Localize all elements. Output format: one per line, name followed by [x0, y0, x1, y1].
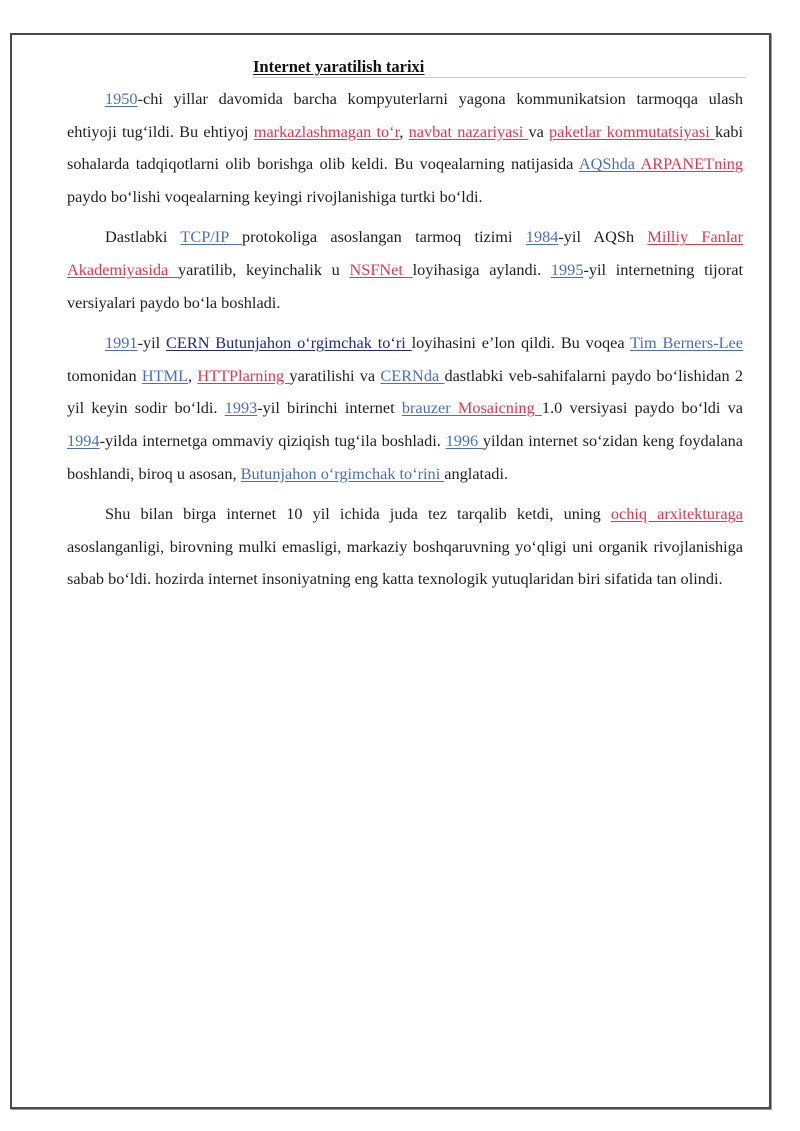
- paragraph-text: paydo bo‘lishi voqealarning keyingi rivojlanishiga turtki bo‘ldi.: [67, 186, 483, 206]
- paragraph-text: dastlabki veb-sahifalarni paydo bo‘lishidan 2 yil keyin sodir bo‘ldi.: [67, 365, 744, 418]
- hyperlink[interactable]: CERN Butunjahon o‘rgimchak to‘ri: [166, 333, 412, 353]
- paragraph-text: Shu bilan birga internet 10 yil ichida juda tez tarqalib ketdi, uning: [105, 504, 611, 524]
- hyperlink[interactable]: NSFNet: [349, 259, 413, 279]
- document-body: [67, 83, 743, 604]
- hyperlink[interactable]: Milliy Fanlar Akademiyasida: [67, 227, 743, 279]
- hyperlink[interactable]: CERNda: [380, 365, 445, 385]
- hyperlink[interactable]: ARPANETning: [640, 154, 744, 174]
- paragraph-text: protokoliga asoslangan tarmoq tizimi: [241, 227, 526, 247]
- page-title: Internet yaratilish tarixi: [253, 57, 425, 76]
- paragraph-text: -yil: [137, 333, 167, 353]
- title-row: [253, 57, 745, 78]
- hyperlink[interactable]: Tim Berners-Lee: [630, 333, 743, 353]
- paragraph-text: 1.0 versiyasi paydo bo‘ldi va: [541, 398, 743, 418]
- paragraph-text: -chi yillar davomida barcha kompyuterlarni yagona kommunikatsion tarmoqqa ulash ehtiyoji tug‘ildi. Bu ehtiyoj: [67, 89, 743, 141]
- hyperlink[interactable]: 1993: [224, 398, 258, 418]
- hyperlink[interactable]: AQShda: [578, 154, 641, 174]
- hyperlink[interactable]: 1991: [105, 333, 138, 353]
- hyperlink[interactable]: 1995: [550, 259, 584, 279]
- paragraph-text: kabi sohalarda tadqiqotlarni olib borishga olib keldi. Bu voqealarning natijasida: [67, 121, 744, 174]
- hyperlink[interactable]: 1996: [445, 430, 483, 450]
- hyperlink[interactable]: HTML: [141, 365, 189, 385]
- paragraph-text: loyihasini e’lon qildi. Bu voqea: [411, 333, 631, 353]
- hyperlink[interactable]: ochiq arxitekturaga: [610, 504, 743, 524]
- paragraph-text: ,: [188, 365, 198, 385]
- paragraph-text: asoslanganligi, birovning mulki emasligi, markaziy boshqaruvning yo‘qligi uni organik rivojlanishiga sabab bo‘ldi. hozirda internet insoniyatning eng katta texnologik yutuqlaridan biri sifatida tan olindi.: [67, 536, 743, 589]
- paragraph-1: [67, 83, 743, 213]
- paragraph-text: va: [528, 121, 550, 141]
- paragraph-text: tomonidan: [67, 365, 142, 385]
- paragraph-2: [67, 221, 743, 319]
- hyperlink[interactable]: TCP/IP: [180, 227, 242, 247]
- hyperlink[interactable]: brauzer: [401, 398, 458, 418]
- paragraph-text: anglatadi.: [444, 463, 509, 483]
- hyperlink[interactable]: paketlar kommutatsiyasi: [549, 121, 715, 141]
- hyperlink[interactable]: navbat nazariyasi: [408, 121, 529, 141]
- hyperlink[interactable]: Butunjahon o‘rgimchak to‘rini: [240, 463, 445, 483]
- paragraph-text: -yil AQSh: [558, 227, 648, 247]
- hyperlink[interactable]: Mosaicning: [457, 398, 542, 418]
- paragraph-3: [67, 327, 743, 490]
- paragraph-text: Dastlabki: [105, 227, 181, 247]
- paragraph-text: ,: [399, 121, 409, 141]
- paragraph-text: yaratilishi va: [289, 365, 381, 385]
- paragraph-text: -yil birinchi internet: [257, 398, 402, 418]
- hyperlink[interactable]: 1994: [67, 430, 100, 450]
- paragraph-4: [67, 498, 743, 596]
- paragraph-text: -yil internetning tijorat versiyalari paydo bo‘la boshladi.: [67, 259, 744, 312]
- paragraph-text: yaratilib, keyinchalik u: [177, 259, 350, 279]
- hyperlink[interactable]: HTTPlarning: [197, 365, 290, 385]
- hyperlink[interactable]: markazlashmagan to‘r: [253, 121, 400, 141]
- paragraph-text: yildan internet so‘zidan keng foydalana boshlandi, biroq u asosan,: [67, 430, 743, 483]
- hyperlink[interactable]: 1950: [105, 89, 138, 108]
- hyperlink[interactable]: 1984: [525, 227, 559, 247]
- paragraph-text: -yilda internetga ommaviy qiziqish tug‘ila boshladi.: [99, 430, 446, 450]
- paragraph-text: loyihasiga aylandi.: [412, 259, 551, 279]
